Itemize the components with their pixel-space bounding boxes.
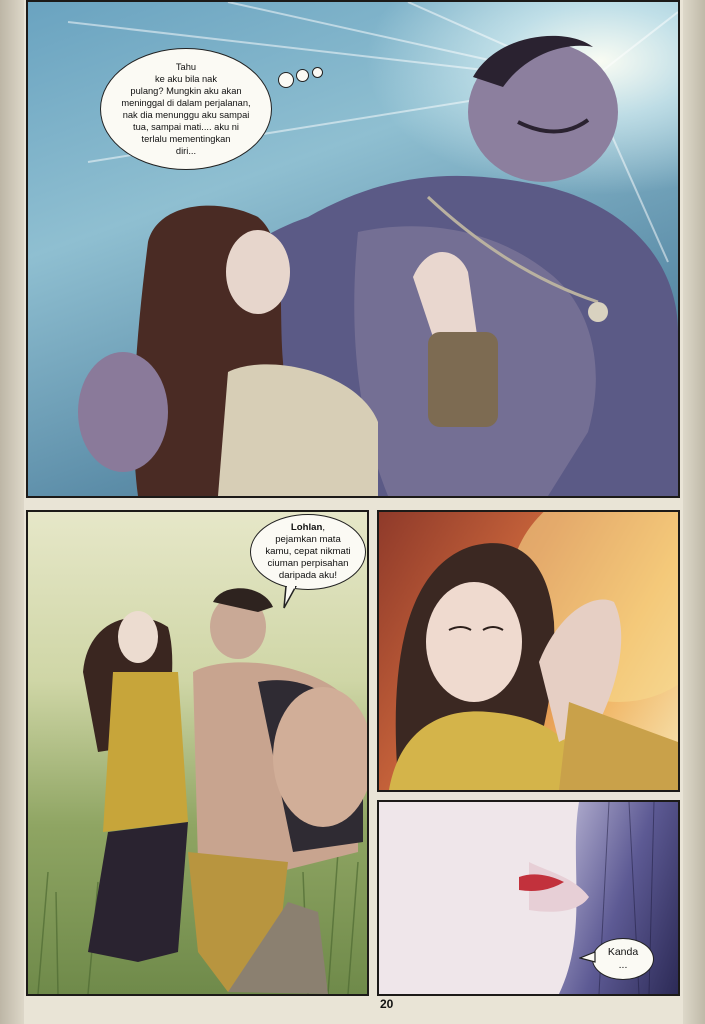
speech-bubble [250,514,366,590]
panel-1 [26,0,680,498]
speaker-name: Lohlan [290,522,323,533]
thought-dot [312,67,323,78]
thought-dot [296,69,309,82]
speech-text: Lohlan, pejamkan mata kamu, cepat nikmati ciuman perpisahan daripada aku! [265,522,351,581]
page-gutter-left [0,0,24,1024]
speech-text: Kanda ... [607,946,639,971]
thought-bubble [100,48,272,170]
panel-3-art [379,512,678,790]
speech-bubble-kanda [592,938,654,980]
page-gutter-right [683,0,705,1024]
speech-tail [579,950,597,964]
page-number: 20 [380,997,394,1011]
panel-2 [26,510,369,996]
panel-4 [377,800,680,996]
panel-3 [377,510,680,792]
speech-tail [280,586,310,610]
thought-dot [278,72,294,88]
thought-text: Tahu ke aku bila nak pulang? Mungkin aku akan meninggal di dalam perjalanan, nak dia menunggu aku sampai tua, sampai mati.... aku ni terlalu mementingkan diri... [121,62,251,156]
